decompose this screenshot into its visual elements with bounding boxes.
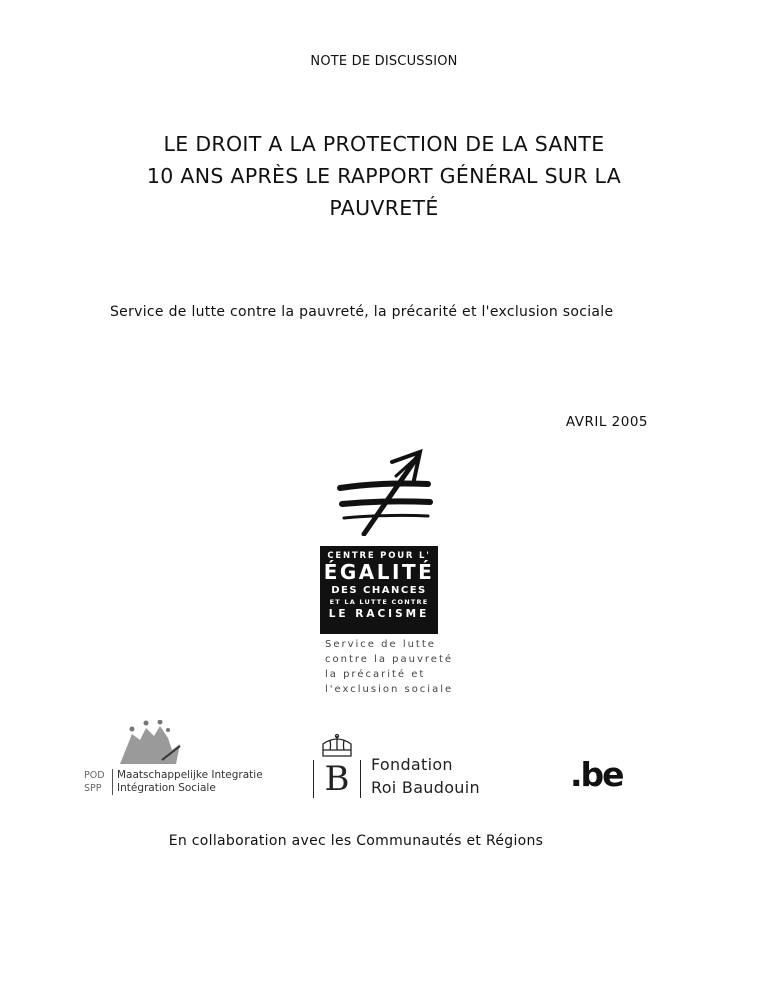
publication-date: AVRIL 2005	[565, 414, 648, 430]
pod-name-2: Intégration Sociale	[117, 782, 216, 794]
centre-sub-line-3: la précarité et	[325, 669, 426, 680]
title-line-1: LE DROIT A LA PROTECTION DE LA SANTE	[163, 132, 605, 156]
document-type: NOTE DE DISCUSSION	[310, 54, 458, 69]
centre-logo-line-2: ÉGALITÉ	[323, 560, 435, 584]
document-title	[0, 128, 768, 224]
pod-name-1: Maatschappelijke Integratie	[117, 769, 263, 781]
pod-abbr-2: SPP	[84, 783, 102, 794]
centre-logo-line-3: DES CHANCES	[331, 585, 427, 596]
centre-logo-line-1: CENTRE POUR L'	[327, 551, 431, 561]
title-line-3: PAUVRETÉ	[329, 196, 439, 220]
centre-sub-line-4: l'exclusion sociale	[325, 684, 454, 695]
pod-people-icon	[118, 720, 184, 766]
pod-abbr-1: POD	[84, 770, 105, 781]
pod-abbreviations	[84, 769, 105, 795]
centre-logo-subtitle	[325, 637, 453, 697]
fondation-letter-mark: B	[313, 760, 361, 798]
pod-names	[112, 769, 263, 795]
title-line-2: 10 ANS APRÈS LE RAPPORT GÉNÉRAL SUR LA	[146, 164, 622, 188]
service-name: Service de lutte contre la pauvreté, la précarité et l'exclusion sociale	[110, 304, 614, 320]
centre-egalite-logo	[320, 546, 438, 634]
crown-icon	[319, 734, 355, 758]
fondation-name-line-1: Fondation	[371, 755, 453, 774]
centre-not-equal-arrow-icon	[330, 446, 434, 536]
be-logo: .be	[570, 755, 623, 794]
centre-logo-line-4: ET LA LUTTE CONTRE	[329, 598, 429, 606]
fondation-name	[371, 753, 480, 799]
fondation-name-line-2: Roi Baudouin	[371, 778, 480, 797]
collaboration-note: En collaboration avec les Communautés et Régions	[168, 833, 544, 849]
centre-logo-line-5: LE RACISME	[328, 608, 430, 620]
centre-sub-line-1: Service de lutte	[325, 639, 436, 650]
centre-sub-line-2: contre la pauvreté	[325, 654, 454, 665]
